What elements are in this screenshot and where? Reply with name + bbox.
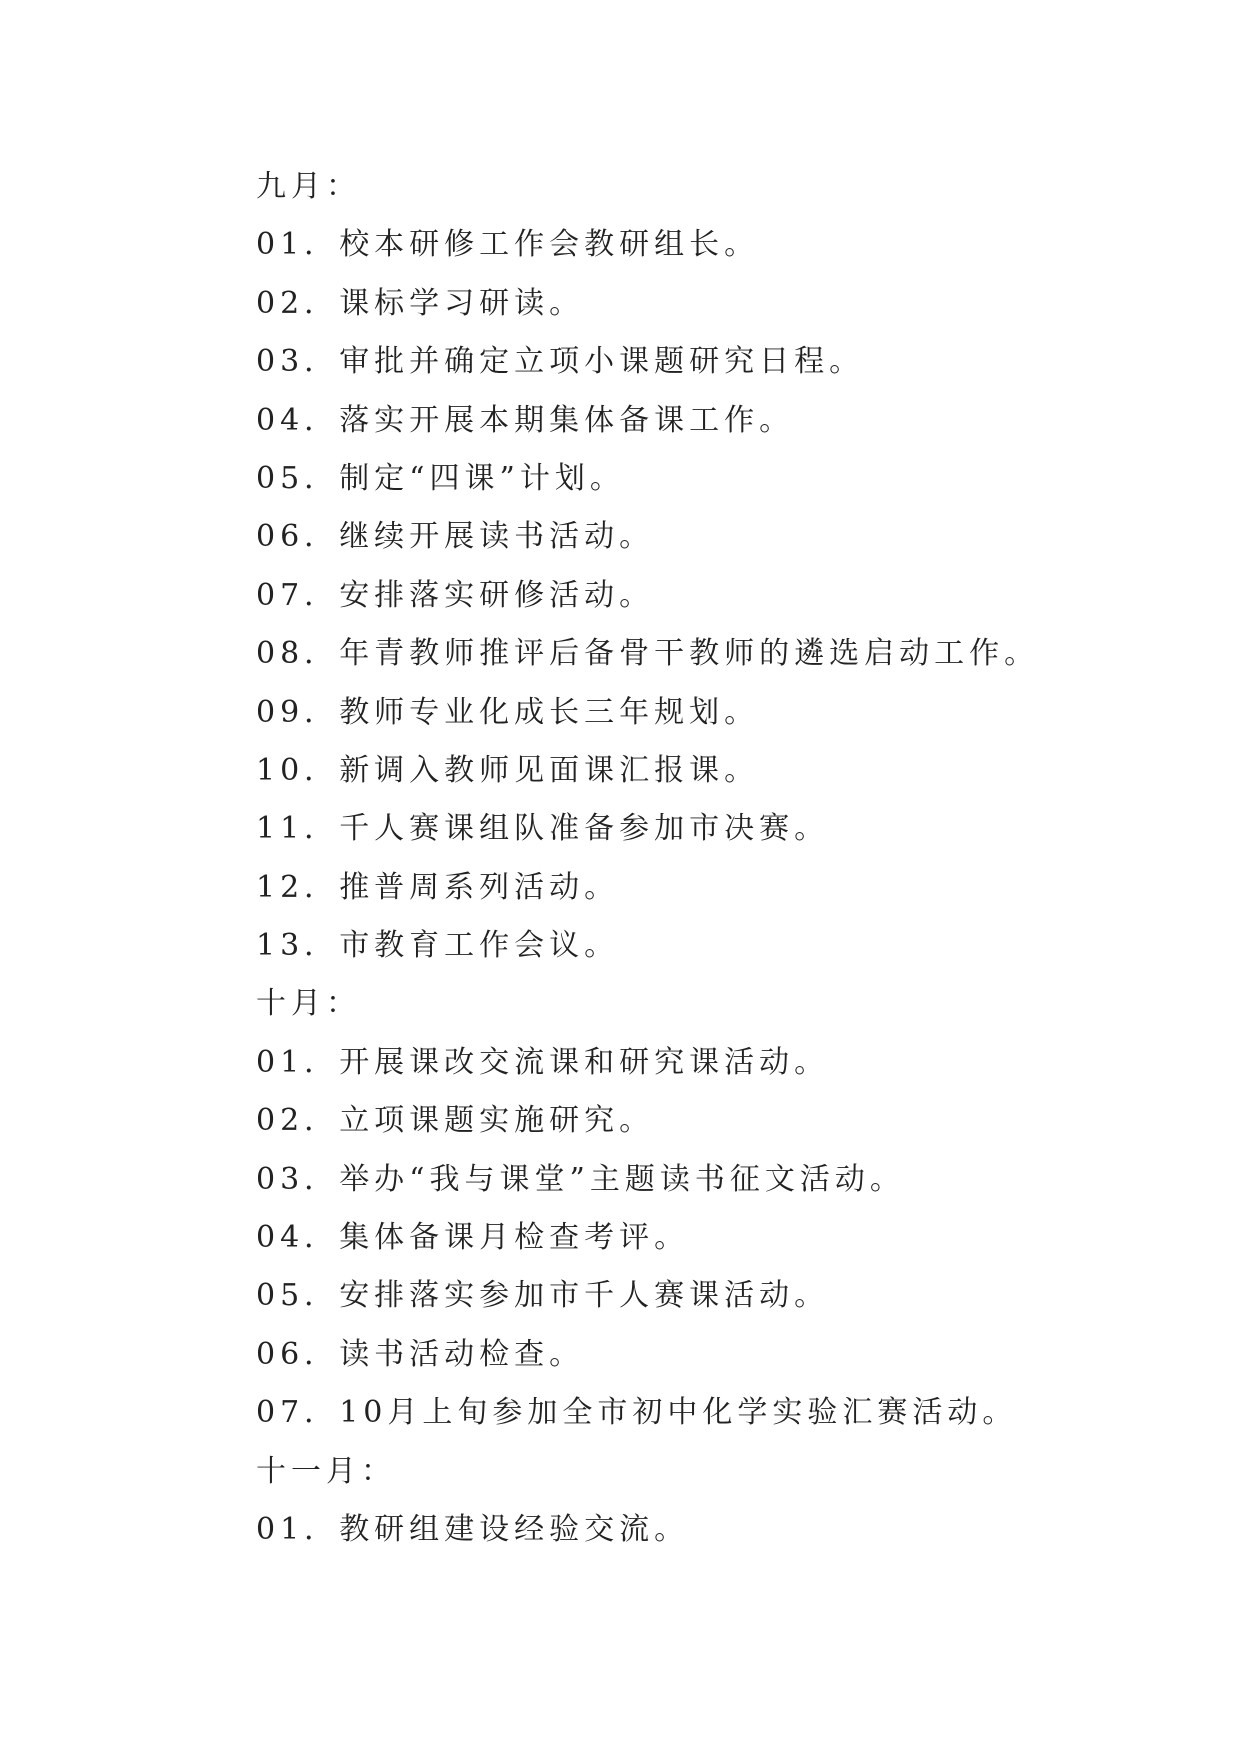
item-number: 11．: [256, 811, 340, 847]
list-item: [256, 742, 1156, 800]
item-number: 07．: [256, 1395, 340, 1431]
item-number: 04．: [256, 402, 340, 438]
list-item: [256, 450, 1156, 508]
list-item: [256, 392, 1156, 450]
item-text: 市教育工作会议。: [339, 928, 620, 964]
item-number: 01．: [256, 227, 340, 263]
item-number: 01．: [256, 1044, 340, 1080]
item-text: 继续开展读书活动。: [339, 519, 655, 555]
item-text: 安排落实研修活动。: [339, 577, 655, 613]
list-item: [256, 859, 1156, 917]
item-number: 12．: [256, 869, 340, 905]
item-text: 集体备课月检查考评。: [339, 1220, 690, 1256]
item-text: 新调入教师见面课汇报课。: [339, 752, 760, 788]
item-number: 02．: [256, 285, 340, 321]
item-text: 读书活动检查。: [339, 1336, 585, 1372]
item-number: 06．: [256, 1336, 340, 1372]
item-number: 10．: [256, 752, 340, 788]
item-text: 教师专业化成长三年规划。: [339, 694, 760, 730]
list-item: [256, 1326, 1156, 1384]
list-item: [256, 1267, 1156, 1325]
list-item: [256, 1151, 1156, 1209]
item-number: 13．: [256, 928, 340, 964]
list-item: [256, 333, 1156, 391]
item-text: 10月上旬参加全市初中化学实验汇赛活动。: [339, 1395, 1018, 1431]
list-item: [256, 567, 1156, 625]
list-item: [256, 684, 1156, 742]
list-item: [256, 1384, 1156, 1442]
item-number: 09．: [256, 694, 340, 730]
list-item: [256, 1034, 1156, 1092]
item-text: 安排落实参加市千人赛课活动。: [339, 1278, 830, 1314]
section-heading-november: 十一月：: [256, 1453, 396, 1489]
list-item: [256, 625, 1156, 683]
item-number: 01．: [256, 1511, 340, 1547]
document-body: [256, 158, 1156, 1559]
item-number: 02．: [256, 1103, 340, 1139]
list-item: [256, 800, 1156, 858]
list-item: [256, 917, 1156, 975]
item-number: 04．: [256, 1220, 340, 1256]
item-text: 课标学习研读。: [339, 285, 585, 321]
item-number: 05．: [256, 460, 340, 496]
item-text: 年青教师推评后备骨干教师的遴选启动工作。: [339, 636, 1040, 672]
list-item: [256, 1501, 1156, 1559]
section-heading-october: 十月：: [256, 986, 361, 1022]
item-text: 立项课题实施研究。: [339, 1103, 655, 1139]
item-number: 03．: [256, 1161, 340, 1197]
section-heading-september: 九月：: [256, 169, 361, 204]
list-item: [256, 508, 1156, 566]
item-number: 03．: [256, 344, 340, 380]
item-text: 开展课改交流课和研究课活动。: [339, 1044, 830, 1080]
item-number: 07．: [256, 577, 340, 613]
item-number: 06．: [256, 519, 340, 555]
item-text: 制定“四课”计划。: [339, 460, 625, 496]
item-text: 举办“我与课堂”主题读书征文活动。: [339, 1161, 905, 1197]
item-text: 教研组建设经验交流。: [339, 1511, 690, 1547]
list-item: [256, 1092, 1156, 1150]
item-number: 08．: [256, 636, 340, 672]
item-text: 千人赛课组队准备参加市决赛。: [339, 811, 830, 847]
list-item: [256, 1209, 1156, 1267]
list-item: [256, 216, 1156, 274]
item-text: 审批并确定立项小课题研究日程。: [339, 344, 865, 380]
item-text: 推普周系列活动。: [339, 869, 620, 905]
item-number: 05．: [256, 1278, 340, 1314]
item-text: 校本研修工作会教研组长。: [339, 227, 760, 263]
item-text: 落实开展本期集体备课工作。: [339, 402, 795, 438]
list-item: [256, 275, 1156, 333]
